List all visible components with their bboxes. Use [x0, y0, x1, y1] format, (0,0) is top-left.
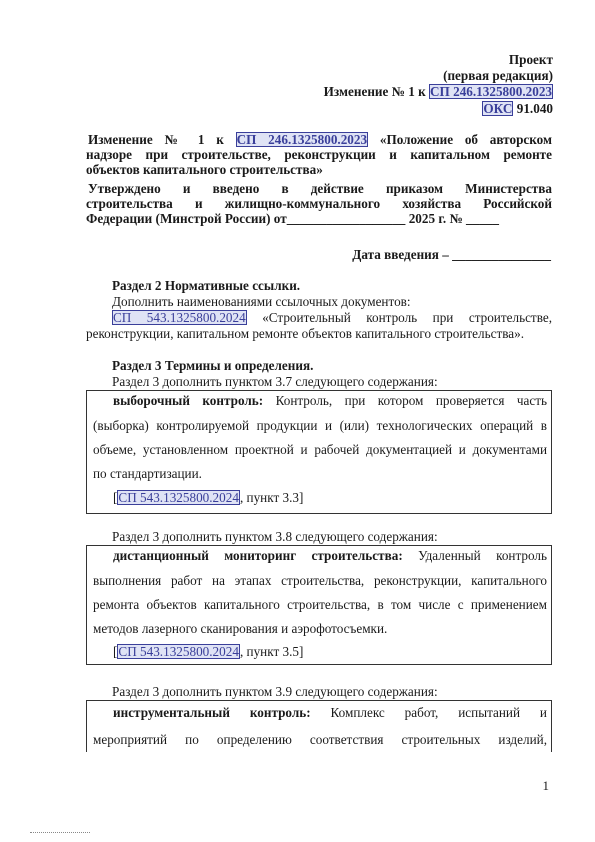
term-3-8-line2: выполнения работ на этапах строительства, реконструкции, капитального [93, 573, 547, 588]
oks-code: 91.040 [513, 101, 553, 116]
title-line2: надзоре при строительстве, реконструкции и капитальном ремонте [86, 147, 552, 162]
term-3-7-name: выборочный контроль: [113, 393, 264, 408]
bracket-open: [ [113, 490, 118, 505]
title-prefix: Изменение № 1 к [88, 132, 236, 147]
title-sp246-link[interactable]: СП 246.1325800.2023 [236, 132, 368, 147]
term-3-9-line2: мероприятий по определению соответствия строительных изделий, [93, 732, 547, 747]
approval-line2: строительства и жилищно-коммунального хозяйства Российской [86, 196, 552, 211]
term-3-7-clause: , пункт 3.3] [239, 490, 304, 505]
term-3-7-line3: объеме, установленном проектной и рабочей документацией и документами [93, 442, 547, 457]
sp543-title-a: «Строительный контроль при строительстве, [246, 310, 552, 325]
section3-add-37: Раздел 3 дополнить пунктом 3.7 следующего содержания: [112, 374, 438, 389]
title-suffix: «Положение об авторском [368, 132, 552, 147]
approval-line1: Утверждено и введено в действие приказом Министерства [88, 181, 552, 196]
term-box-3-8 [86, 545, 552, 665]
term-3-8-clause: , пункт 3.5] [239, 644, 304, 659]
term-3-7-line1 [113, 394, 547, 408]
date-introduction: Дата введения – _______________ [352, 247, 551, 262]
page-number: 1 [542, 778, 549, 793]
term-3-8-source [113, 645, 567, 659]
term-3-9-def-a: Комплекс работ, испытаний и [310, 705, 547, 720]
bracket-open: [ [113, 644, 118, 659]
term-3-8-def-a: Удаленный контроль [402, 548, 547, 563]
header-edition: (первая редакция) [443, 68, 553, 83]
approval-line3: Федерации (Минстрой России) от__________________ 2025 г. № _____ [86, 211, 499, 226]
term-3-7-source [113, 491, 567, 505]
term-3-7-def-a: Контроль, при котором проверяется часть [263, 393, 547, 408]
sp543-link[interactable]: СП 543.1325800.2024 [113, 310, 246, 325]
term-3-9-name: инструментальный контроль: [113, 705, 311, 720]
term-box-3-9 [86, 700, 552, 752]
section3-add-39: Раздел 3 дополнить пунктом 3.9 следующего содержания: [112, 684, 438, 699]
oks-link[interactable]: ОКС [483, 101, 513, 116]
term-3-8-name: дистанционный мониторинг строительства: [113, 548, 403, 563]
header-amendment [324, 84, 553, 99]
section3-add-38: Раздел 3 дополнить пунктом 3.8 следующего содержания: [112, 529, 438, 544]
sp246-link[interactable]: СП 246.1325800.2023 [430, 84, 552, 99]
header-amendment-prefix: Изменение № 1 к [323, 84, 430, 99]
footer-divider [30, 832, 90, 833]
title-line3: объектов капитального строительства» [86, 162, 323, 177]
term-3-8-line4: методов лазерного сканирования и аэрофотосъемки. [93, 621, 388, 636]
header-project: Проект [508, 52, 553, 67]
term-3-8-sp543-link[interactable]: СП 543.1325800.2024 [118, 644, 239, 659]
term-3-8-line1 [113, 549, 547, 563]
section2-ref-line2: реконструкции, капитальном ремонте объектов капитального строительства». [86, 326, 525, 341]
term-3-7-sp543-link[interactable]: СП 543.1325800.2024 [118, 490, 239, 505]
section2-heading: Раздел 2 Нормативные ссылки. [112, 278, 301, 293]
section2-ref-line1 [112, 311, 552, 326]
section2-intro: Дополнить наименованиями ссылочных документов: [112, 294, 411, 309]
section3-heading: Раздел 3 Термины и определения. [112, 358, 314, 373]
term-3-8-line3: ремонта объектов капитального строительства, в том числе с применением [93, 597, 547, 612]
header-oks [482, 101, 553, 116]
term-box-3-7 [86, 390, 552, 514]
term-3-7-line4: по стандартизации. [93, 466, 202, 481]
term-3-9-line1 [113, 706, 547, 720]
term-3-7-line2: (выборка) контролируемой продукции и (или) технологических операций в [93, 418, 547, 433]
title-line1 [88, 133, 552, 148]
